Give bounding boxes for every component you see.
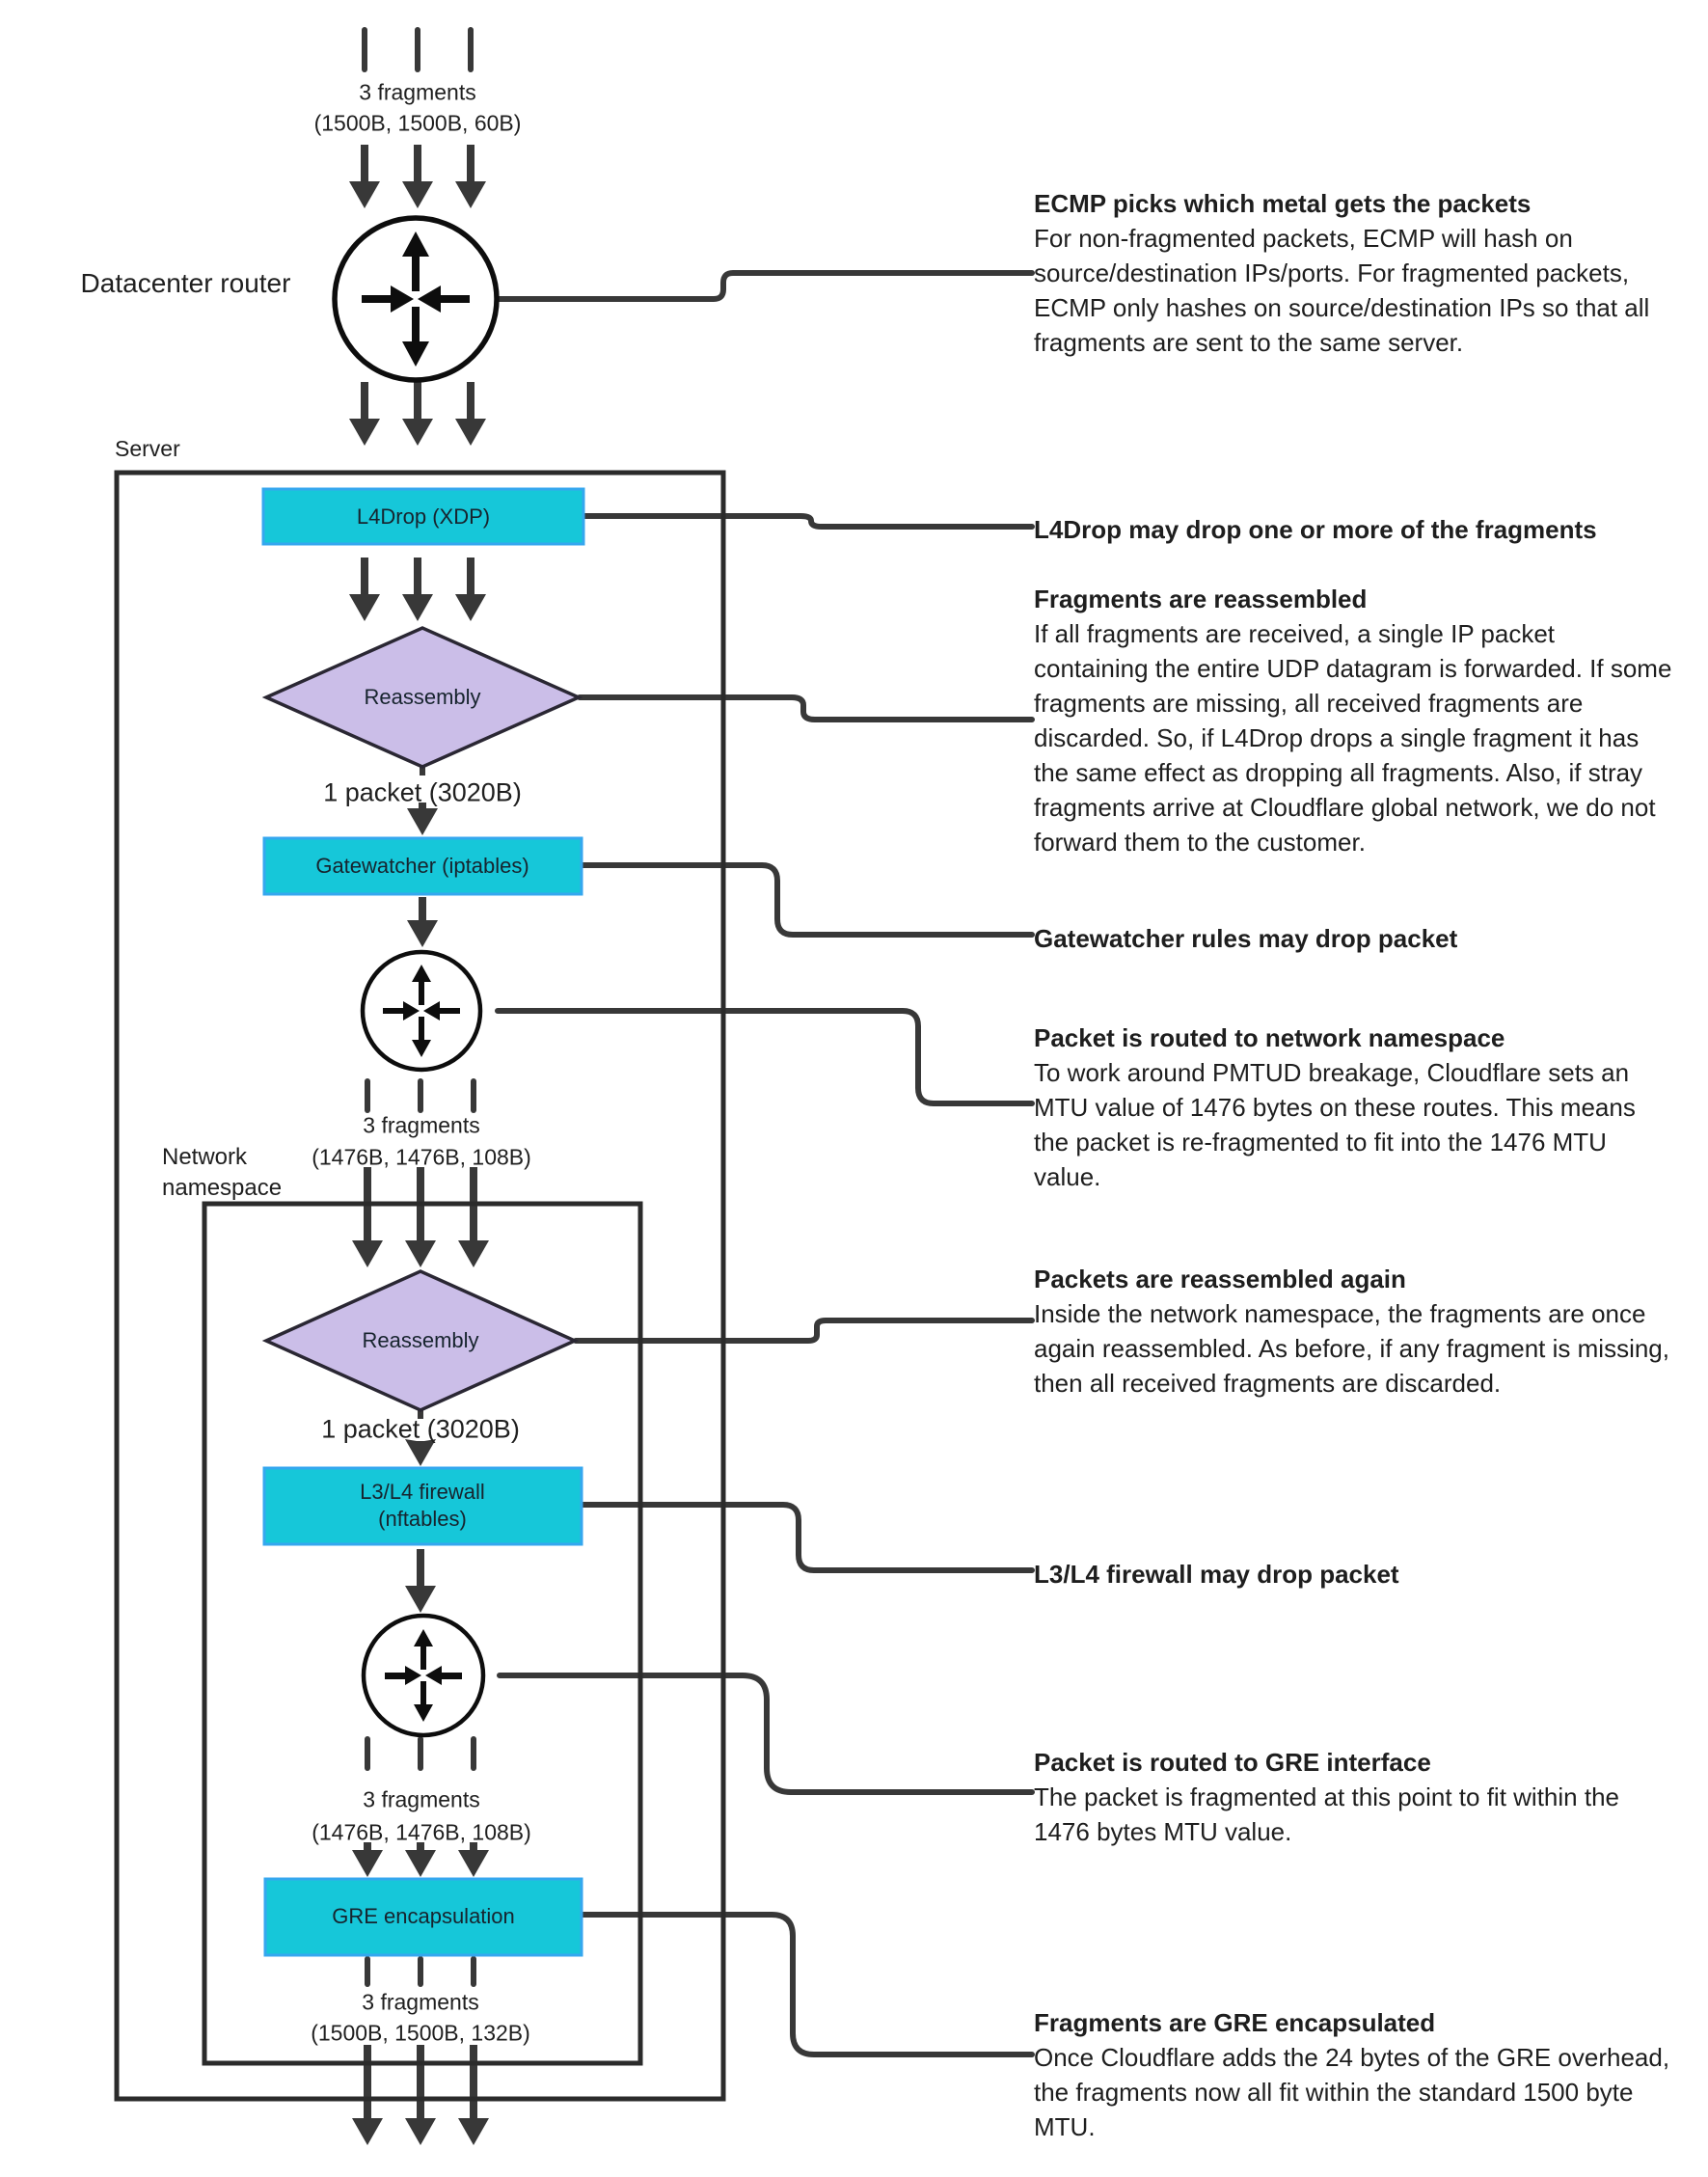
annotation-reassembled-again <box>1034 1262 1675 1401</box>
annotation-title: Fragments are GRE encapsulated <box>1034 2008 1436 2037</box>
annotation-title: Packets are reassembled again <box>1034 1265 1406 1293</box>
fragments-ns-count: 3 fragments <box>363 1112 480 1138</box>
server-label: Server <box>115 436 180 461</box>
arrow-gatewatcher-to-routing <box>407 897 438 947</box>
fragments-out-sizes: (1500B, 1500B, 132B) <box>311 2020 530 2046</box>
annotation-body: For non-fragmented packets, ECMP will hash on source/destination IPs/ports. For fragmented packets, ECMP only hashes on source/destination IPs so that all fragments are sent to the same server. <box>1034 224 1650 357</box>
annotation-body: The packet is fragmented at this point to fit within the 1476 bytes MTU value. <box>1034 1782 1619 1846</box>
annotation-reassembled <box>1034 582 1675 859</box>
annotation-routed-gre <box>1034 1745 1675 1849</box>
arrows-exit-bottom <box>352 2045 489 2145</box>
connector-firewall <box>583 1505 1032 1570</box>
fragment-ticks-gre <box>365 1736 476 1771</box>
network-namespace-label: Network namespace <box>162 1144 283 1201</box>
annotation-body: Once Cloudflare adds the 24 bytes of the GRE overhead, the fragments now all fit within the standard 1500 byte MTU. <box>1034 2043 1670 2141</box>
reassembly1-label: Reassembly <box>364 685 481 709</box>
annotation-title: L4Drop may drop one or more of the fragments <box>1034 515 1597 544</box>
arrows-into-router <box>349 145 486 208</box>
annotation-firewall <box>1034 1557 1675 1592</box>
annotation-body: Inside the network namespace, the fragments are once again reassembled. As before, if any fragment is missing, then all received fragments are discarded. <box>1034 1299 1669 1398</box>
annotation-gatewatcher <box>1034 921 1675 956</box>
firewall-label <box>360 1479 485 1533</box>
annotation-body: To work around PMTUD breakage, Cloudflare sets an MTU value of 1476 bytes on these routes. This means the packet is re-fragmented to fit into the 1476 MTU value. <box>1034 1058 1636 1191</box>
annotation-title: Fragments are reassembled <box>1034 585 1368 613</box>
reassembly2-label: Reassembly <box>362 1328 479 1352</box>
fragment-ticks-top <box>362 27 474 72</box>
arrow-firewall-to-routing <box>405 1549 436 1613</box>
l4drop-label: L4Drop (XDP) <box>356 504 491 529</box>
fragment-ticks-mid <box>365 1078 476 1113</box>
connector-reassembly1 <box>580 697 1032 720</box>
gre-output-ticks <box>365 1956 476 1987</box>
annotation-title: ECMP picks which metal gets the packets <box>1034 189 1532 218</box>
connector-routing2 <box>498 1011 1032 1103</box>
packet1-label: 1 packet (3020B) <box>323 777 522 807</box>
gatewatcher-label: Gatewatcher (iptables) <box>315 854 529 878</box>
annotation-routed-namespace <box>1034 1020 1675 1194</box>
firewall-label-line1: L3/L4 firewall <box>360 1480 485 1504</box>
firewall-label-line2: (nftables) <box>378 1507 467 1531</box>
connector-l4drop <box>584 516 1032 527</box>
fragments-out-count: 3 fragments <box>362 1989 479 2015</box>
connector-ecmp <box>498 273 1032 299</box>
routing-icon-server <box>363 952 480 1070</box>
fragments-in-count: 3 fragments <box>359 79 476 105</box>
connector-reassembly2 <box>576 1320 1032 1341</box>
fragments-gre-sizes: (1476B, 1476B, 108B) <box>312 1819 531 1845</box>
annotation-l4drop <box>1034 512 1675 547</box>
connector-gre <box>583 1915 1032 2055</box>
datacenter-router-icon <box>335 218 497 380</box>
annotation-ecmp <box>1034 186 1675 360</box>
connector-gatewatcher <box>583 865 1032 935</box>
gre-label: GRE encapsulation <box>332 1904 515 1928</box>
arrows-l4drop-to-reassembly <box>349 558 486 621</box>
annotation-title: L3/L4 firewall may drop packet <box>1034 1560 1399 1589</box>
packet2-label: 1 packet (3020B) <box>321 1414 520 1444</box>
annotation-title: Gatewatcher rules may drop packet <box>1034 924 1458 953</box>
annotation-title: Packet is routed to GRE interface <box>1034 1748 1431 1777</box>
arrows-router-to-server <box>349 382 486 446</box>
annotation-body: If all fragments are received, a single IP packet containing the entire UDP datagram is forwarded. If some fragments are missing, all received fragments are discarded. So, if L4Drop drops a single fragment it has the same effect as dropping all fragments. Also, if stray fragments arrive at Cloudflare global network, we do not forward them to the customer. <box>1034 619 1672 857</box>
fragments-gre-count: 3 fragments <box>363 1786 480 1812</box>
routing-icon-namespace <box>364 1616 483 1735</box>
fragments-in-sizes: (1500B, 1500B, 60B) <box>313 110 522 136</box>
fragments-ns-sizes: (1476B, 1476B, 108B) <box>312 1144 531 1170</box>
arrows-into-namespace <box>352 1167 489 1267</box>
datacenter-router-label: Datacenter router <box>80 268 291 298</box>
annotation-title: Packet is routed to network namespace <box>1034 1023 1505 1052</box>
annotation-gre-encapsulated <box>1034 2005 1675 2144</box>
connector-routing3 <box>500 1675 1032 1792</box>
arrows-into-gre <box>352 1842 489 1877</box>
